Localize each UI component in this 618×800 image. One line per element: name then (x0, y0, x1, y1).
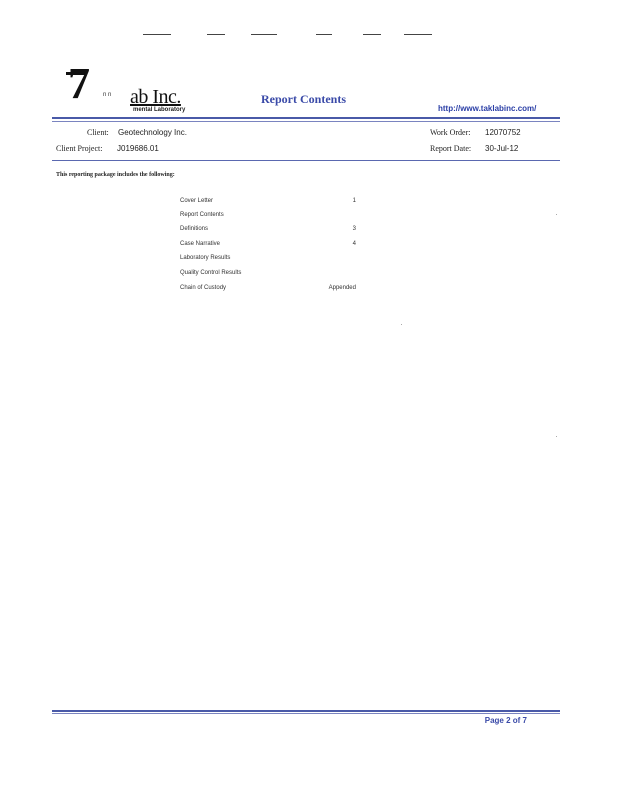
toc-item-name: Definitions (180, 226, 209, 232)
toc-item-name: Chain of Custody (180, 285, 227, 291)
scan-artifact-dash (404, 34, 432, 35)
logo-subtitle: mental Laboratory (133, 107, 186, 113)
header-rule-thin (52, 121, 560, 122)
footer-rule (52, 710, 560, 712)
scan-artifact-dash (251, 34, 277, 35)
work-order-label: Work Order: (430, 128, 471, 137)
toc-item-name: Case Narrative (180, 241, 221, 247)
toc-item-page: Appended (328, 285, 356, 291)
scan-speck (556, 214, 557, 215)
intro-text: This reporting package includes the following: (56, 172, 175, 178)
toc-row (180, 285, 360, 297)
toc-row (180, 198, 360, 210)
scan-artifact-dash (207, 34, 225, 35)
toc-row (180, 212, 360, 224)
scan-artifact-dash (316, 34, 332, 35)
toc-row (180, 270, 360, 282)
toc-item-page: 4 (352, 241, 356, 247)
toc-item-name: Cover Letter (180, 198, 214, 204)
toc-item-name: Laboratory Results (180, 255, 231, 261)
toc-item-name: Quality Control Results (180, 270, 242, 276)
project-value: J019686.01 (117, 144, 159, 153)
toc-item-name: Report Contents (180, 212, 224, 218)
client-value: Geotechnology Inc. (118, 128, 187, 137)
section-rule (52, 160, 560, 161)
logo-mark: 7 (68, 59, 90, 108)
client-label: Client: (87, 128, 109, 137)
logo-fragment: n n (103, 92, 112, 98)
scan-artifact-dash (363, 34, 381, 35)
toc-row (180, 226, 360, 238)
toc-row (180, 241, 360, 253)
scan-speck (401, 324, 402, 325)
header-rule (52, 117, 560, 119)
toc-item-page: 3 (352, 226, 356, 232)
footer-rule-thin (52, 713, 560, 714)
website-url: http://www.taklabinc.com/ (438, 104, 537, 113)
page-title: Report Contents (261, 92, 346, 106)
toc-item-page: 1 (352, 198, 356, 204)
scan-speck (556, 436, 557, 437)
logo-text: ab Inc. (130, 86, 181, 108)
scan-artifact-dash (143, 34, 171, 35)
work-order-value: 12070752 (485, 128, 521, 137)
page-number: Page 2 of 7 (484, 716, 527, 725)
report-date-value: 30-Jul-12 (485, 144, 519, 153)
project-label: Client Project: (56, 144, 103, 153)
toc-row (180, 255, 360, 267)
report-date-label: Report Date: (430, 144, 472, 153)
